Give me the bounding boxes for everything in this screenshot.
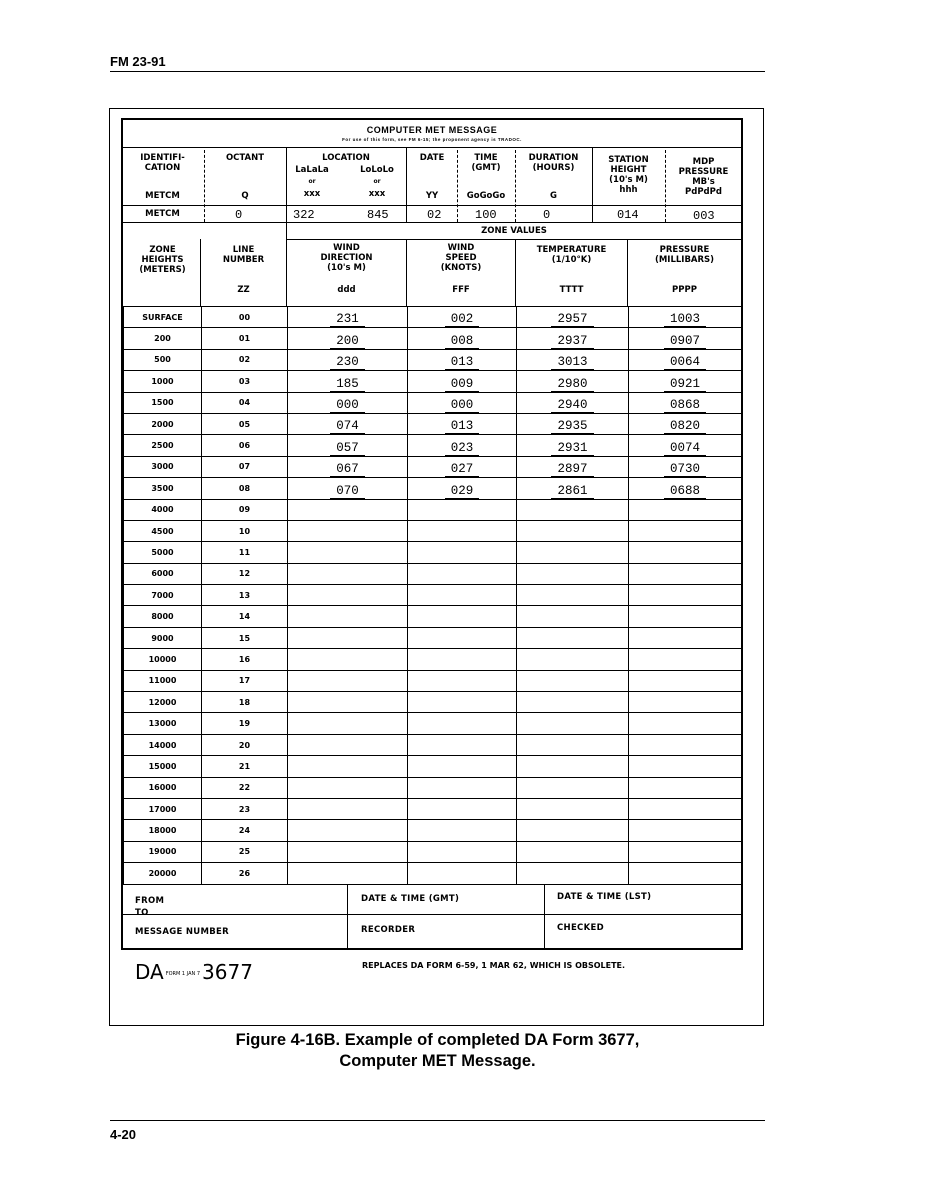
temperature-cell bbox=[517, 307, 629, 328]
temperature-cell-value: 2940 bbox=[551, 399, 593, 413]
line-number-cell: 01 bbox=[202, 328, 288, 349]
table-row bbox=[124, 478, 742, 499]
zone-height-cell: 16000 bbox=[124, 777, 202, 798]
form-number bbox=[135, 960, 253, 984]
wind-speed-cell bbox=[408, 627, 517, 648]
line-number-cell: 21 bbox=[202, 756, 288, 777]
wind-direction-cell-value: 231 bbox=[330, 313, 365, 327]
pressure-cell bbox=[629, 413, 742, 434]
page-header: FM 23-91 bbox=[110, 54, 166, 69]
wind-speed-cell bbox=[408, 435, 517, 456]
identification-header: IDENTIFI- CATION bbox=[140, 153, 185, 173]
pressure-cell bbox=[629, 756, 742, 777]
to-label: TO bbox=[135, 908, 149, 918]
metcm-code: METCM bbox=[145, 191, 180, 201]
pressure-cell-value: 0907 bbox=[664, 335, 706, 349]
pressure-cell bbox=[629, 820, 742, 841]
rule bbox=[123, 884, 741, 885]
temperature-cell bbox=[517, 499, 629, 520]
wind-speed-cell bbox=[408, 863, 517, 884]
wind-direction-cell bbox=[288, 649, 408, 670]
temperature-cell bbox=[517, 563, 629, 584]
line-number-cell: 17 bbox=[202, 670, 288, 691]
pppp-code: PPPP bbox=[672, 285, 697, 295]
wind-speed-cell bbox=[408, 606, 517, 627]
wind-speed-cell bbox=[408, 585, 517, 606]
temperature-cell bbox=[517, 371, 629, 392]
pressure-cell bbox=[629, 499, 742, 520]
rule bbox=[123, 147, 741, 148]
wind-speed-cell bbox=[408, 307, 517, 328]
rule bbox=[123, 205, 741, 206]
temperature-cell bbox=[517, 349, 629, 370]
temperature-cell-value: 2937 bbox=[551, 335, 593, 349]
wind-direction-cell bbox=[288, 478, 408, 499]
zone-height-cell: 12000 bbox=[124, 692, 202, 713]
pressure-cell-value: 0868 bbox=[664, 399, 706, 413]
wind-direction-cell bbox=[288, 670, 408, 691]
temperature-cell bbox=[517, 649, 629, 670]
pressure-cell bbox=[629, 349, 742, 370]
line-number-cell: 23 bbox=[202, 798, 288, 819]
figure-caption bbox=[110, 1030, 765, 1072]
zone-height-cell: 200 bbox=[124, 328, 202, 349]
temperature-cell bbox=[517, 692, 629, 713]
wind-speed-cell-value: 013 bbox=[445, 356, 480, 370]
wind-direction-cell bbox=[288, 413, 408, 434]
table-row bbox=[124, 542, 742, 563]
wind-speed-cell bbox=[408, 692, 517, 713]
form-subtitle: For use of this form, see FM 6-15; the proponent agency is TRADOC. bbox=[342, 137, 522, 142]
pressure-header: PRESSURE (MILLIBARS) bbox=[654, 245, 715, 265]
zone-height-cell: 10000 bbox=[124, 649, 202, 670]
line-number-cell: 00 bbox=[202, 307, 288, 328]
temperature-cell-value: 2861 bbox=[551, 485, 593, 499]
zone-height-cell: 3500 bbox=[124, 478, 202, 499]
table-row bbox=[124, 349, 742, 370]
wind-speed-cell bbox=[408, 563, 517, 584]
pressure-cell bbox=[629, 307, 742, 328]
wind-speed-header: WIND SPEED (KNOTS) bbox=[440, 243, 482, 273]
wind-speed-cell bbox=[408, 649, 517, 670]
pressure-cell bbox=[629, 328, 742, 349]
wind-direction-cell bbox=[288, 435, 408, 456]
wind-direction-cell bbox=[288, 456, 408, 477]
line-number-cell: 16 bbox=[202, 649, 288, 670]
wind-direction-cell bbox=[288, 349, 408, 370]
pressure-cell bbox=[629, 692, 742, 713]
pressure-cell bbox=[629, 777, 742, 798]
table-row bbox=[124, 863, 742, 884]
pressure-cell bbox=[629, 585, 742, 606]
pressure-cell bbox=[629, 478, 742, 499]
temperature-cell-value: 2980 bbox=[551, 378, 593, 392]
footer-rule bbox=[110, 1120, 765, 1121]
caption-line-2: Computer MET Message. bbox=[339, 1052, 536, 1070]
duration-header: DURATION (HOURS) bbox=[528, 153, 579, 173]
wind-speed-cell-value: 009 bbox=[445, 378, 480, 392]
rule bbox=[347, 884, 348, 948]
wind-speed-cell bbox=[408, 520, 517, 541]
line-number-cell: 02 bbox=[202, 349, 288, 370]
line-number-cell: 18 bbox=[202, 692, 288, 713]
wind-direction-cell bbox=[288, 692, 408, 713]
temperature-cell-value: 3013 bbox=[551, 356, 593, 370]
wind-direction-cell bbox=[288, 606, 408, 627]
wind-speed-cell bbox=[408, 328, 517, 349]
ddd-code: ddd bbox=[337, 285, 356, 295]
temperature-cell bbox=[517, 328, 629, 349]
temperature-header: TEMPERATURE (1/10°K) bbox=[536, 245, 607, 265]
pressure-cell-value: 0688 bbox=[664, 485, 706, 499]
pressure-cell bbox=[629, 563, 742, 584]
wind-direction-cell bbox=[288, 820, 408, 841]
rule bbox=[544, 884, 545, 948]
wind-speed-cell-value: 002 bbox=[445, 313, 480, 327]
line-number-cell: 03 bbox=[202, 371, 288, 392]
zone-height-cell: 2000 bbox=[124, 413, 202, 434]
pressure-cell bbox=[629, 456, 742, 477]
temperature-cell bbox=[517, 670, 629, 691]
table-row bbox=[124, 392, 742, 413]
temperature-cell bbox=[517, 520, 629, 541]
date-code: YY bbox=[425, 191, 439, 201]
wind-direction-cell bbox=[288, 841, 408, 862]
or-label: or bbox=[373, 178, 381, 185]
pressure-cell-value: 0730 bbox=[664, 463, 706, 477]
line-number-cell: 05 bbox=[202, 413, 288, 434]
temperature-cell bbox=[517, 627, 629, 648]
table-row bbox=[124, 371, 742, 392]
wind-speed-cell bbox=[408, 670, 517, 691]
table-row bbox=[124, 777, 742, 798]
zone-height-cell: 4500 bbox=[124, 520, 202, 541]
zz-code: ZZ bbox=[237, 285, 250, 295]
wind-speed-cell-value: 023 bbox=[445, 442, 480, 456]
table-row bbox=[124, 499, 742, 520]
message-time: 100 bbox=[475, 208, 497, 222]
zone-heights-header: ZONE HEIGHTS (METERS) bbox=[139, 245, 186, 275]
wind-direction-cell bbox=[288, 328, 408, 349]
zone-height-cell: 4000 bbox=[124, 499, 202, 520]
pressure-cell-value: 0064 bbox=[664, 356, 706, 370]
table-row bbox=[124, 435, 742, 456]
line-number-cell: 06 bbox=[202, 435, 288, 456]
checked-label: CHECKED bbox=[557, 923, 604, 933]
wind-direction-cell bbox=[288, 627, 408, 648]
temperature-cell bbox=[517, 820, 629, 841]
latitude-code: LaLaLa bbox=[295, 165, 329, 175]
line-number-cell: 22 bbox=[202, 777, 288, 798]
line-number-cell: 04 bbox=[202, 392, 288, 413]
form-title: COMPUTER MET MESSAGE bbox=[366, 125, 498, 135]
line-number-cell: 07 bbox=[202, 456, 288, 477]
wind-direction-cell bbox=[288, 307, 408, 328]
zone-height-cell: 20000 bbox=[124, 863, 202, 884]
zone-values-table bbox=[123, 306, 742, 885]
line-number-cell: 26 bbox=[202, 863, 288, 884]
wind-speed-cell bbox=[408, 734, 517, 755]
recorder-label: RECORDER bbox=[361, 925, 416, 935]
line-number-cell: 20 bbox=[202, 734, 288, 755]
table-row bbox=[124, 456, 742, 477]
wind-speed-cell bbox=[408, 542, 517, 563]
temperature-cell bbox=[517, 456, 629, 477]
table-row bbox=[124, 606, 742, 627]
zone-height-cell: 8000 bbox=[124, 606, 202, 627]
wind-speed-cell bbox=[408, 777, 517, 798]
temperature-cell-value: 2931 bbox=[551, 442, 593, 456]
message-latitude: 322 bbox=[293, 208, 315, 222]
rule bbox=[123, 222, 741, 223]
pressure-cell bbox=[629, 392, 742, 413]
line-number-cell: 10 bbox=[202, 520, 288, 541]
table-row bbox=[124, 328, 742, 349]
temperature-cell-value: 2897 bbox=[551, 463, 593, 477]
wind-speed-cell bbox=[408, 392, 517, 413]
wind-direction-cell bbox=[288, 863, 408, 884]
wind-speed-cell-value: 027 bbox=[445, 463, 480, 477]
pressure-cell bbox=[629, 371, 742, 392]
message-date: 02 bbox=[427, 208, 442, 222]
wind-speed-cell bbox=[408, 798, 517, 819]
time-header: TIME (GMT) bbox=[471, 153, 501, 173]
zone-height-cell: 18000 bbox=[124, 820, 202, 841]
rule bbox=[123, 914, 741, 915]
line-number-cell: 19 bbox=[202, 713, 288, 734]
date-time-gmt-label: DATE & TIME (GMT) bbox=[361, 894, 460, 904]
date-time-lst-label: DATE & TIME (LST) bbox=[557, 892, 652, 902]
wind-speed-cell bbox=[408, 456, 517, 477]
line-number-cell: 14 bbox=[202, 606, 288, 627]
met-message-form bbox=[121, 118, 743, 950]
temperature-cell bbox=[517, 756, 629, 777]
zone-height-cell: 5000 bbox=[124, 542, 202, 563]
xxx-label: xxx bbox=[368, 189, 386, 199]
temperature-cell bbox=[517, 713, 629, 734]
zone-height-cell: 14000 bbox=[124, 734, 202, 755]
table-row bbox=[124, 798, 742, 819]
wind-direction-cell bbox=[288, 585, 408, 606]
form-prefix: DA bbox=[135, 960, 164, 984]
temperature-cell bbox=[517, 392, 629, 413]
wind-direction-cell bbox=[288, 713, 408, 734]
message-station-height: 014 bbox=[617, 208, 639, 222]
table-row bbox=[124, 649, 742, 670]
pressure-cell-value: 0820 bbox=[664, 420, 706, 434]
line-number-cell: 12 bbox=[202, 563, 288, 584]
table-row bbox=[124, 820, 742, 841]
page-footer: 4-20 bbox=[110, 1127, 137, 1142]
pressure-cell bbox=[629, 649, 742, 670]
pressure-cell bbox=[629, 670, 742, 691]
wind-direction-cell bbox=[288, 563, 408, 584]
pressure-cell bbox=[629, 713, 742, 734]
pressure-cell bbox=[629, 734, 742, 755]
table-row bbox=[124, 734, 742, 755]
line-number-header: LINE NUMBER bbox=[222, 245, 265, 265]
form-number-value: 3677 bbox=[202, 960, 253, 984]
zone-height-cell: 13000 bbox=[124, 713, 202, 734]
line-number-cell: 08 bbox=[202, 478, 288, 499]
wind-speed-cell bbox=[408, 756, 517, 777]
wind-speed-cell bbox=[408, 841, 517, 862]
wind-direction-cell-value: 067 bbox=[330, 463, 365, 477]
rule bbox=[286, 239, 741, 240]
zone-height-cell: 500 bbox=[124, 349, 202, 370]
wind-direction-cell bbox=[288, 520, 408, 541]
wind-speed-cell-value: 029 bbox=[445, 485, 480, 499]
header-rule bbox=[110, 71, 765, 72]
mdp-header: MDP PRESSURE MB's PdPdPd bbox=[678, 157, 729, 197]
table-row bbox=[124, 670, 742, 691]
duration-code: G bbox=[550, 191, 557, 201]
line-number-cell: 13 bbox=[202, 585, 288, 606]
wind-direction-cell bbox=[288, 371, 408, 392]
wind-direction-cell bbox=[288, 542, 408, 563]
time-code: GoGoGo bbox=[466, 191, 506, 201]
temperature-cell bbox=[517, 542, 629, 563]
wind-direction-cell-value: 230 bbox=[330, 356, 365, 370]
wind-speed-cell-value: 000 bbox=[445, 399, 480, 413]
from-label: FROM bbox=[135, 896, 165, 906]
wind-direction-cell bbox=[288, 499, 408, 520]
wind-direction-cell bbox=[288, 756, 408, 777]
temperature-cell bbox=[517, 734, 629, 755]
temperature-cell bbox=[517, 413, 629, 434]
line-number-cell: 11 bbox=[202, 542, 288, 563]
zone-height-cell: 7000 bbox=[124, 585, 202, 606]
pressure-cell-value: 0074 bbox=[664, 442, 706, 456]
table-row bbox=[124, 307, 742, 328]
wind-speed-cell bbox=[408, 478, 517, 499]
pressure-cell-value: 0921 bbox=[664, 378, 706, 392]
message-mdp: 003 bbox=[693, 209, 715, 223]
temperature-cell bbox=[517, 606, 629, 627]
zone-height-cell: 9000 bbox=[124, 627, 202, 648]
line-number-cell: 24 bbox=[202, 820, 288, 841]
table-row bbox=[124, 627, 742, 648]
temperature-cell bbox=[517, 585, 629, 606]
table-row bbox=[124, 841, 742, 862]
wind-direction-cell-value: 000 bbox=[330, 399, 365, 413]
pressure-cell bbox=[629, 606, 742, 627]
pressure-cell bbox=[629, 435, 742, 456]
zone-height-cell: 3000 bbox=[124, 456, 202, 477]
xxx-label: xxx bbox=[303, 189, 321, 199]
pressure-cell bbox=[629, 841, 742, 862]
line-number-cell: 09 bbox=[202, 499, 288, 520]
location-header: LOCATION bbox=[322, 153, 370, 163]
wind-direction-cell bbox=[288, 798, 408, 819]
pressure-cell-value: 1003 bbox=[664, 313, 706, 327]
or-label: or bbox=[308, 178, 316, 185]
zone-height-cell: 11000 bbox=[124, 670, 202, 691]
table-row bbox=[124, 585, 742, 606]
message-longitude: 845 bbox=[367, 208, 389, 222]
wind-direction-cell-value: 185 bbox=[330, 378, 365, 392]
table-row bbox=[124, 520, 742, 541]
form-small-label: FORM 1 JAN 7 bbox=[165, 970, 201, 977]
table-row bbox=[124, 413, 742, 434]
tttt-code: TTTT bbox=[559, 285, 584, 295]
table-row bbox=[124, 563, 742, 584]
temperature-cell bbox=[517, 435, 629, 456]
temperature-cell-value: 2935 bbox=[551, 420, 593, 434]
zone-height-cell: 17000 bbox=[124, 798, 202, 819]
temperature-cell bbox=[517, 777, 629, 798]
wind-direction-cell bbox=[288, 734, 408, 755]
wind-direction-cell bbox=[288, 777, 408, 798]
wind-direction-cell-value: 074 bbox=[330, 420, 365, 434]
message-number-label: MESSAGE NUMBER bbox=[135, 927, 229, 937]
zone-height-cell: 1000 bbox=[124, 371, 202, 392]
station-height-header: STATION HEIGHT (10's M) hhh bbox=[608, 155, 649, 195]
wind-direction-header: WIND DIRECTION (10's M) bbox=[320, 243, 373, 273]
temperature-cell bbox=[517, 863, 629, 884]
zone-height-cell: SURFACE bbox=[124, 307, 202, 328]
pressure-cell bbox=[629, 627, 742, 648]
table-row bbox=[124, 692, 742, 713]
line-number-cell: 15 bbox=[202, 627, 288, 648]
wind-direction-cell-value: 070 bbox=[330, 485, 365, 499]
pressure-cell bbox=[629, 863, 742, 884]
wind-speed-cell bbox=[408, 499, 517, 520]
wind-speed-cell-value: 013 bbox=[445, 420, 480, 434]
table-row bbox=[124, 713, 742, 734]
wind-speed-cell bbox=[408, 413, 517, 434]
table-row bbox=[124, 756, 742, 777]
pressure-cell bbox=[629, 798, 742, 819]
temperature-cell bbox=[517, 841, 629, 862]
wind-direction-cell-value: 200 bbox=[330, 335, 365, 349]
replaces-note: REPLACES DA FORM 6-59, 1 MAR 62, WHICH IS OBSOLETE. bbox=[362, 961, 626, 970]
fff-code: FFF bbox=[452, 285, 470, 295]
zone-values-header: ZONE VALUES bbox=[481, 226, 547, 236]
pressure-cell bbox=[629, 542, 742, 563]
date-header: DATE bbox=[419, 153, 445, 163]
temperature-cell-value: 2957 bbox=[551, 313, 593, 327]
wind-direction-cell-value: 057 bbox=[330, 442, 365, 456]
message-metcm: METCM bbox=[145, 209, 180, 219]
message-duration: 0 bbox=[543, 208, 551, 222]
longitude-code: LoLoLo bbox=[360, 165, 394, 175]
wind-speed-cell bbox=[408, 371, 517, 392]
wind-speed-cell-value: 008 bbox=[445, 335, 480, 349]
octant-header: OCTANT bbox=[225, 153, 265, 163]
zone-height-cell: 15000 bbox=[124, 756, 202, 777]
zone-height-cell: 2500 bbox=[124, 435, 202, 456]
wind-speed-cell bbox=[408, 820, 517, 841]
octant-code: Q bbox=[241, 191, 249, 201]
zone-height-cell: 1500 bbox=[124, 392, 202, 413]
pressure-cell bbox=[629, 520, 742, 541]
line-number-cell: 25 bbox=[202, 841, 288, 862]
zone-height-cell: 6000 bbox=[124, 563, 202, 584]
message-octant: 0 bbox=[235, 208, 243, 222]
zone-height-cell: 19000 bbox=[124, 841, 202, 862]
wind-speed-cell bbox=[408, 349, 517, 370]
caption-line-1: Figure 4-16B. Example of completed DA Form 3677, bbox=[235, 1031, 640, 1049]
wind-speed-cell bbox=[408, 713, 517, 734]
temperature-cell bbox=[517, 798, 629, 819]
wind-direction-cell bbox=[288, 392, 408, 413]
temperature-cell bbox=[517, 478, 629, 499]
